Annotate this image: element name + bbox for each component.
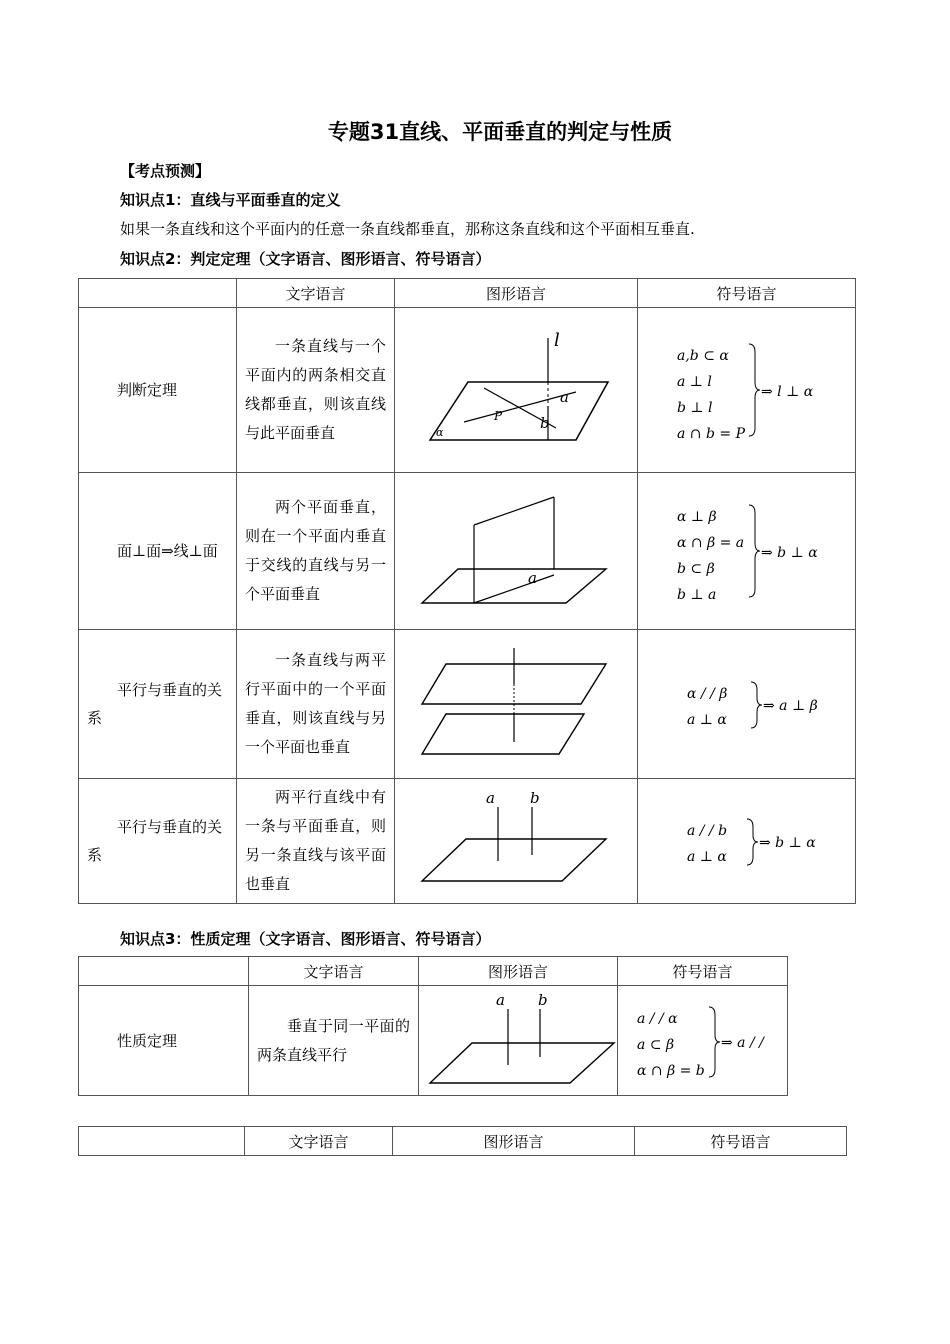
theorem-figure [395,630,638,779]
table-row [79,779,856,904]
premise: a / / b [686,823,727,839]
theorem-text: 一条直线与一个平面内的两条相交直线都垂直，则该直线与此平面垂直 [237,308,395,473]
parallel-planes-figure [416,644,616,764]
premise: a ⊥ α [686,712,727,728]
theorem-name: 平行与垂直的关系 [79,779,237,904]
kp1-text: 如果一条直线和这个平面内的任意一条直线都垂直，那称这条直线和这个平面相互垂直. [120,220,695,238]
premise: a ⊥ α [686,849,727,865]
header-cell: 图形语言 [393,1127,635,1156]
theorem-text: 两个平面垂直，则在一个平面内垂直于交线的直线与另一个平面垂直 [237,473,395,630]
plane-plane-figure [416,491,616,611]
parallel-lines-figure [416,789,616,893]
kp2-heading: 知识点2：判定定理（文字语言、图形语言、符号语言） [120,250,491,268]
conclusion: ⇒ b ⊥ α [758,835,816,851]
theorem-symbols [638,630,856,779]
header-cell: 文字语言 [237,279,395,308]
section-heading: 【考点预测】 [120,162,211,180]
header-cell [79,957,249,986]
symbol-group [657,499,837,603]
premise: α ∩ β = a [676,535,744,551]
line-plane-figure [416,330,616,450]
header-cell: 文字语言 [249,957,419,986]
premise: a / / α [636,1010,678,1027]
table-row [79,308,856,473]
theorem-figure [395,779,638,904]
premise: b ⊥ l [676,400,713,416]
label-b: b [538,990,548,1009]
theorem-figure [395,308,638,473]
premise: a ⊥ l [676,374,712,390]
symbol-group [657,338,837,442]
header-cell [79,1127,245,1156]
theorem-figure [419,986,618,1096]
header-cell [79,279,237,308]
header-only-table [78,1126,847,1156]
premise: a ∩ b = P [676,426,745,442]
label-a: a [496,990,505,1009]
table-row [79,473,856,630]
premise: b ⊂ β [676,561,715,577]
theorem-symbols [618,986,788,1096]
property-figure [420,991,616,1091]
header-cell: 符号语言 [638,279,856,308]
header-cell: 符号语言 [635,1127,847,1156]
label-b: b [530,789,540,807]
judgement-table [78,278,856,904]
table-header-row [79,957,788,986]
conclusion: ⇒ b ⊥ α [760,545,818,561]
theorem-symbols [638,779,856,904]
premise: α / / β [686,686,727,702]
theorem-name: 性质定理 [79,986,249,1096]
kp3-heading: 知识点3：性质定理（文字语言、图形语言、符号语言） [120,930,491,948]
label-a: a [486,789,495,807]
theorem-figure [395,473,638,630]
table-header-row [79,279,856,308]
label-b: b [540,414,550,432]
conclusion: ⇒ l ⊥ α [760,384,813,400]
theorem-text: 一条直线与两平行平面中的一个平面垂直，则该直线与另一个平面也垂直 [237,630,395,779]
label-a: a [560,388,569,406]
theorem-text: 垂直于同一平面的两条直线平行 [249,986,419,1096]
symbol-group [667,676,827,732]
conclusion: ⇒ a ⊥ β [762,698,818,714]
symbol-group [667,813,827,869]
table-row [79,630,856,779]
header-cell: 文字语言 [245,1127,393,1156]
header-cell: 图形语言 [419,957,618,986]
premise: b ⊥ a [676,587,716,603]
premise: α ⊥ β [676,509,717,525]
premise: a,b ⊂ α [676,348,729,364]
page-title: 专题31直线、平面垂直的判定与性质 [327,120,673,144]
header-cell: 符号语言 [618,957,788,986]
theorem-name: 面⊥面⇒线⊥面 [79,473,237,630]
theorem-symbols [638,308,856,473]
theorem-symbols [638,473,856,630]
symbol-group [623,1001,783,1081]
theorem-text: 两平行直线中有一条与平面垂直，则另一条直线与该平面也垂直 [237,779,395,904]
kp1-heading: 知识点1：直线与平面垂直的定义 [120,191,341,209]
table-row [79,986,788,1096]
theorem-name: 平行与垂直的关系 [79,630,237,779]
header-cell: 图形语言 [395,279,638,308]
label-p: P [494,409,503,423]
label-a: a [528,569,537,587]
conclusion: ⇒ a / / [720,1034,764,1051]
property-table [78,956,788,1096]
premise: α ∩ β = b [636,1062,705,1079]
label-l: l [554,330,560,351]
label-alpha: α [436,426,444,439]
theorem-name: 判断定理 [79,308,237,473]
table-header-row [79,1127,847,1156]
premise: a ⊂ β [636,1036,674,1053]
